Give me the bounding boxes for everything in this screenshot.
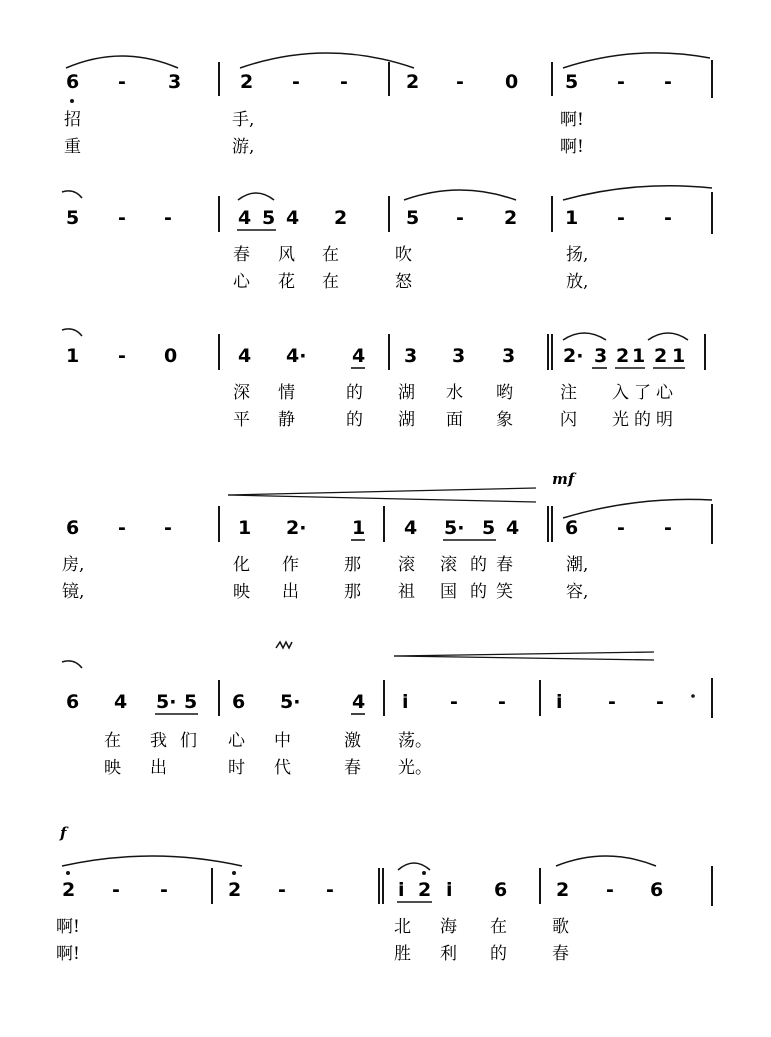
dash: - [118, 517, 126, 539]
note: 5 [565, 71, 579, 93]
note: 4 [238, 345, 252, 367]
dash: - [664, 207, 672, 229]
slur [404, 190, 516, 200]
slur [398, 863, 430, 870]
note: 5 [66, 207, 80, 229]
lyric: 在 [322, 245, 339, 265]
lyric: 容, [566, 582, 589, 602]
lyric: 春 [552, 944, 569, 964]
note: i [446, 879, 453, 901]
lyric: 花 [278, 272, 295, 292]
lyric: 滚 [398, 555, 415, 575]
diminuendo-line [394, 652, 654, 656]
note: 2 [616, 345, 630, 367]
note: 1 [672, 345, 686, 367]
dash: - [112, 879, 120, 901]
note: 2 [406, 71, 420, 93]
note: 5 [262, 207, 276, 229]
slur [62, 856, 242, 866]
note: 4 [506, 517, 520, 539]
lyric: 啊! [56, 917, 80, 937]
slur [563, 186, 712, 200]
lyric: 啊! [560, 110, 584, 130]
system-4 [62, 470, 712, 602]
dash: - [617, 207, 625, 229]
note: 1 [565, 207, 579, 229]
dash: - [160, 879, 168, 901]
lyric: 海 [440, 917, 457, 937]
lyric: 心 [228, 731, 245, 751]
lyric: 啊! [560, 137, 584, 157]
note: 5· [156, 691, 177, 713]
dash: - [164, 517, 172, 539]
note: 4· [286, 345, 307, 367]
note: 5 [406, 207, 420, 229]
lyric: 潮, [566, 555, 589, 575]
lyric: 利 [440, 944, 457, 964]
lyric: 心 [656, 383, 673, 403]
lyric: 的 [634, 410, 651, 430]
dash: - [456, 207, 464, 229]
lyric: 房, [62, 555, 85, 575]
lyric: 光。 [398, 758, 432, 778]
slur [62, 329, 82, 336]
note: 2 [504, 207, 518, 229]
lyric: 闪 [560, 410, 577, 430]
slur [563, 499, 712, 518]
slur [238, 193, 274, 200]
note: 2· [563, 345, 584, 367]
dash: - [118, 71, 126, 93]
lyric: 明 [656, 410, 673, 430]
dynamic-mf: mf [552, 470, 575, 488]
dash: - [340, 71, 348, 93]
lyric: 荡。 [398, 731, 432, 751]
lyric: 的 [490, 944, 507, 964]
slur [556, 856, 656, 866]
lyric: 面 [446, 410, 463, 430]
lyric: 平 [233, 410, 250, 430]
note: 4 [238, 207, 252, 229]
lyric: 啊! [56, 944, 80, 964]
note: 1 [632, 345, 646, 367]
note: 2· [286, 517, 307, 539]
system-2 [62, 186, 712, 292]
slur [563, 333, 606, 340]
dash: - [608, 691, 616, 713]
lyric: 在 [104, 731, 121, 751]
lyric: 胜 [394, 944, 411, 964]
note: 6 [565, 517, 579, 539]
lyric: 国 [440, 582, 457, 602]
note: 4 [404, 517, 418, 539]
mordent-icon [276, 642, 292, 648]
dash: - [664, 71, 672, 93]
upper-octave-dot [232, 871, 236, 875]
note: 1 [66, 345, 80, 367]
note: 6 [66, 517, 80, 539]
note: i [398, 879, 405, 901]
lyric: 春 [233, 245, 250, 265]
slur [648, 333, 688, 340]
note: 3 [452, 345, 466, 367]
note: 1 [352, 517, 366, 539]
system-6 [56, 824, 712, 964]
lyric: 水 [446, 383, 463, 403]
lyric: 深 [233, 383, 250, 403]
lyric: 情 [278, 383, 295, 403]
lyric: 滚 [440, 555, 457, 575]
dash: - [606, 879, 614, 901]
note: 4 [286, 207, 300, 229]
dash: - [617, 517, 625, 539]
lyric: 的 [470, 582, 487, 602]
crescendo-line [228, 488, 536, 495]
note: 2 [62, 879, 76, 901]
note: 6 [66, 71, 80, 93]
lyric: 扬, [566, 245, 589, 265]
lyric: 出 [282, 582, 299, 602]
note: 3 [168, 71, 182, 93]
lyric: 招 [64, 110, 81, 130]
dash: - [456, 71, 464, 93]
note: 5 [482, 517, 496, 539]
lyric: 映 [233, 582, 250, 602]
dash: - [656, 691, 664, 713]
lyric: 哟 [496, 383, 513, 403]
lyric: 笑 [496, 582, 513, 602]
lyric: 手, [232, 110, 255, 130]
dash: - [292, 71, 300, 93]
note: 6 [232, 691, 246, 713]
lyric: 风 [278, 245, 295, 265]
lyric: 入 [612, 383, 629, 403]
note: 4 [352, 345, 366, 367]
lyric: 那 [344, 582, 361, 602]
slur [563, 53, 710, 68]
note: 1 [238, 517, 252, 539]
lyric: 镜, [62, 582, 85, 602]
lyric: 湖 [398, 410, 415, 430]
lyric: 北 [394, 917, 411, 937]
note: 2 [334, 207, 348, 229]
note: 3 [404, 345, 418, 367]
lyric: 了 [634, 383, 651, 403]
lyric: 映 [104, 758, 121, 778]
note: i [402, 691, 409, 713]
note: 4 [114, 691, 128, 713]
dash: - [450, 691, 458, 713]
lyric: 在 [490, 917, 507, 937]
note: 0 [164, 345, 178, 367]
lyric: 祖 [398, 582, 415, 602]
lyric: 的 [470, 555, 487, 575]
note: 2 [240, 71, 254, 93]
note: 5 [184, 691, 198, 713]
lyric: 吹 [395, 245, 412, 265]
dash: - [617, 71, 625, 93]
lyric: 作 [282, 555, 299, 575]
note: 3 [502, 345, 516, 367]
dash: - [164, 207, 172, 229]
dash: - [118, 345, 126, 367]
lyric: 象 [496, 410, 513, 430]
note: 5· [444, 517, 465, 539]
slur [240, 53, 414, 68]
diminuendo-line [394, 656, 654, 660]
dash: - [498, 691, 506, 713]
system-5 [62, 642, 712, 778]
lyric: 注 [560, 383, 577, 403]
note: 5· [280, 691, 301, 713]
dash: - [664, 517, 672, 539]
slur [66, 56, 178, 68]
dash: - [326, 879, 334, 901]
lyric: 重 [64, 137, 81, 157]
lyric: 春 [344, 758, 361, 778]
lyric: 怒 [395, 272, 412, 292]
lyric: 光 [612, 410, 629, 430]
note: 3 [594, 345, 608, 367]
lyric: 春 [496, 555, 513, 575]
lyric: 中 [274, 731, 291, 751]
dynamic-f: f [60, 824, 67, 842]
lyric: 的 [346, 410, 363, 430]
note: 2 [228, 879, 242, 901]
note: 6 [494, 879, 508, 901]
system-3 [62, 329, 705, 430]
note: 2 [654, 345, 668, 367]
slur [62, 191, 82, 198]
dash: - [118, 207, 126, 229]
note: 2 [556, 879, 570, 901]
lyric: 的 [346, 383, 363, 403]
crescendo-line [228, 495, 536, 502]
note: i [556, 691, 563, 713]
lyric: 激 [344, 731, 361, 751]
note: 6 [650, 879, 664, 901]
lyric: 时 [228, 758, 245, 778]
lyric: 心 [233, 272, 250, 292]
slur [62, 661, 82, 668]
lyric: 放, [566, 272, 589, 292]
lyric: 们 [180, 731, 197, 751]
lyric: 代 [274, 758, 291, 778]
lyric: 歌 [552, 917, 569, 937]
note: 6 [66, 691, 80, 713]
lyric: 在 [322, 272, 339, 292]
note: 0 [505, 71, 519, 93]
lyric: 静 [278, 410, 295, 430]
dash: - [278, 879, 286, 901]
system-1 [64, 53, 712, 157]
lyric: 我 [150, 731, 167, 751]
lyric: 湖 [398, 383, 415, 403]
lower-octave-dot [70, 99, 74, 103]
lyric: 出 [150, 758, 167, 778]
note: 4 [352, 691, 366, 713]
lyric: 化 [233, 555, 250, 575]
note: 2 [418, 879, 432, 901]
mark-dot [691, 694, 695, 698]
upper-octave-dot [66, 871, 70, 875]
upper-octave-dot [422, 871, 426, 875]
lyric: 那 [344, 555, 361, 575]
lyric: 游, [232, 137, 255, 157]
